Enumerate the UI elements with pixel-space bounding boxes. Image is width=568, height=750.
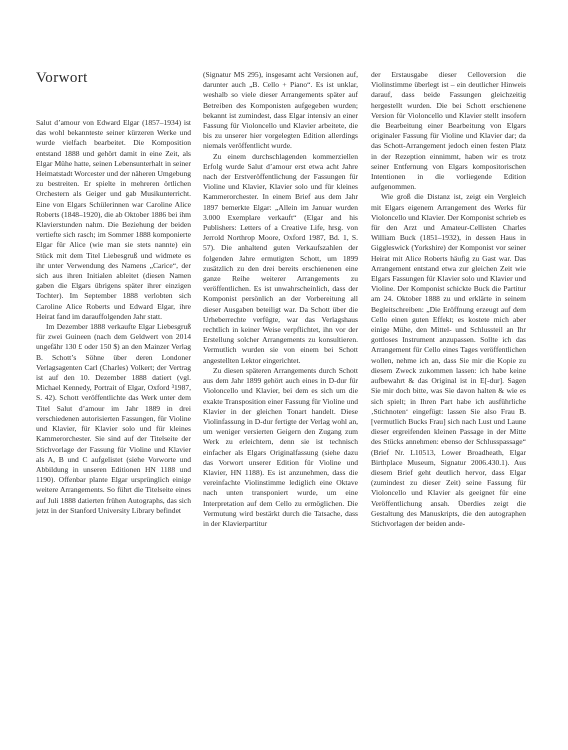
paragraph: der Erstausgabe dieser Celloversion die Violinstimme überlegt ist – ein deutlicher Hinweis darauf, dass beide Fassungen gleichzeitig hergestellt wurden. Die bei Schott erschienene Version für Violoncello und Klavier stellt insofern die Bearbeitung einer Bearbeitung von Elgars originaler Fassung für Violine und Klavier dar; da das Schott-Arrangement jedoch einen festen Platz in der Rezeption einnimmt, haben wir es trotz seiner Entfernung von Elgars kompositorischen Intentionen in die vorliegende Edition aufgenommen.	[371, 70, 526, 192]
text-column-1	[36, 118, 191, 516]
text-column-2	[203, 70, 358, 529]
page-title: Vorwort	[36, 70, 88, 86]
paragraph: Wie groß die Distanz ist, zeigt ein Vergleich mit Elgars eigenem Arrangement des Werks für Violoncello und Klavier. Der Komponist schrieb es für den Arzt und Amateur-Cellisten Charles William Buck (1851–1932), in dessen Haus in Giggleswick (Yorkshire) der Komponist vor seiner Heirat mit Alice Roberts häufig zu Gast war. Das Arrangement entstand etwa zur gleichen Zeit wie Elgars Fassungen für Klavier solo und Klavier und Violine. Der Komponist schickte Buck die Partitur am 24. Oktober 1888 zu und erklärte in seinem Begleitschreiben: „Die Eröffnung erzeugt auf dem Cello einen guten Effekt; es kostete mich aber einige Mühe, den Mittel- und Schlussteil an Ihr gottloses Instrument anzupassen. Sollte ich das Arrangement für Cello eines Tages veröffentlichen wollen, nehme ich an, dass Sie mir die Kopie zu diesem Zweck zukommen lassen: ich habe keine aufbewahrt & das Original ist in E[-dur]. Sagen Sie mir doch bitte, was Sie davon halten & wie es sich spielt; in Ihren Part habe ich ausführliche ‚Stichnoten‘ eingefügt: lassen Sie also Frau B. [vermutlich Bucks Frau] sich nach Lust und Laune dieser ergreifenden kleinen Passage in der Mitte des Stücks annehmen: ebenso der Schlusspassage“ (Brief Nr. L10513, Lower Broadheath, Elgar Birthplace Museum, Signatur 2006.430.1). Aus diesem Brief geht deutlich hervor, dass Elgar (zumindest zu dieser Zeit) seine Fassung für Violoncello und Klavier als geeignet für eine Veröffentlichung ansah. Überdies zeigt die Gestaltung des Manuskripts, die den autographen Stichvorlagen der beiden ande-	[371, 192, 526, 528]
paragraph: Im Dezember 1888 verkaufte Elgar Liebesgruß für zwei Guineen (nach dem Geldwert von 2014 ungefähr 130 £ oder 150 $) an den Mainzer Verlag B. Schott’s Söhne über deren Londoner Verlagsagenten Carl (Charles) Volkert; der Vertrag ist auf den 10. Dezember 1888 datiert (vgl. Michael Kennedy, Portrait of Elgar, Oxford ³1987, S. 42). Schott veröffentlichte das Werk unter dem Titel Salut d’amour im Jahr 1889 in drei verschiedenen autorisierten Fassungen, für Violine und Klavier, für Klavier solo und für kleines Kammerorchester. Sie sind auf der Titelseite der Stichvorlage der Fassung für Violine und Klavier als A, B und C aufgelistet (siehe Vorworte und Abbildung in unseren Editionen HN 1188 und 1190). Offenbar plante Elgar ursprünglich einige weitere Arrangements. So führt die Titelseite eines auf Juli 1888 datierten frühen Autographs, das sich jetzt in der Stanford University Library befindet	[36, 322, 191, 515]
paragraph: Zu diesen späteren Arrangements durch Schott aus dem Jahr 1899 gehört auch eines in D-dur für Violoncello und Klavier, bei dem es sich um die exakte Transposition einer Fassung für Violine und Klavier in der gleichen Tonart handelt. Diese Violinfassung in D-dur fertigte der Verlag wohl an, um weniger versierten Geigern den Zugang zum Werk zu erleichtern, denn sie ist technisch einfacher als Elgars Originalfassung (siehe dazu das Vorwort unserer Edition für Violine und Klavier, HN 1188). Es ist anzunehmen, dass die vereinfachte Violinstimme lediglich eine Oktave nach unten transponiert wurde, um eine Interpretation auf dem Cello zu ermöglichen. Die Vermutung wird bestärkt durch die Tatsache, dass in der Klavierpartitur	[203, 365, 358, 528]
paragraph: Salut d’amour von Edward Elgar (1857–1934) ist das wohl bekannteste seiner kürzeren Werke und wurde vielfach bearbeitet. Die Komposition entstand 1888 und gehört damit in eine Zeit, als Elgar Mühe hatte, seinen Lebensunterhalt in seiner Heimatstadt Worcester und der näheren Umgebung zu bestreiten. Er spielte in mehreren örtlichen Orchestern als Geiger und gab Musikunterricht. Eine von Elgars Schülerinnen war Caroline Alice Roberts (1848–1920), die ab Oktober 1886 bei ihm Klavierstunden nahm. Die Beziehung der beiden vertiefte sich rasch; im Sommer 1888 komponierte Elgar für Alice (wie man sie stets nannte) ein Stück mit dem Titel Liebesgruß und widmete es ihr unter Verwendung des Namens „Carice“, der sich aus ihren Initialen ableitet (diesen Namen gaben die Elgars übrigens später ihrer einzigen Tochter). Im September 1888 verlobten sich Caroline Alice Roberts und Edward Elgar, ihre Heirat fand im darauffolgenden Jahr statt.	[36, 118, 191, 321]
paragraph: Zu einem durchschlagenden kommerziellen Erfolg wurde Salut d’amour erst etwa acht Jahre nach der Erstveröffentlichung der Fassungen für Violine und Klavier, Klavier solo und für kleines Kammerorchester. In einem Brief aus dem Jahr 1897 bemerkte Elgar: „Allein im Januar wurden 3.000 Exemplare verkauft“ (Elgar and his Publishers: Letters of a Creative Life, hrsg. von Jerrold Northrop Moore, Oxford 1987, Bd. 1, S. 57). Die anhaltend guten Verkaufszahlen der folgenden Jahre ermutigten Schott, um 1899 zusätzlich zu den drei bereits erschienenen eine ganze Reihe weiterer Arrangements zu veröffentlichen. Es ist unwahrscheinlich, dass der Komponist persönlich an der Vorbereitung all dieser Ausgaben beteiligt war. Da Schott über die Urheberrechte verfügte, war das Verlagshaus rechtlich in keiner Weise verpflichtet, ihn vor der Erstellung solcher Arrangements zu konsultieren. Vermutlich wurden sie von einem bei Schott angestellten Lektor eingerichtet.	[203, 151, 358, 365]
text-column-3	[371, 70, 526, 529]
paragraph: (Signatur MS 295), insgesamt acht Versionen auf, darunter auch „B. Cello + Piano“. Es ist unklar, weshalb so viele dieser Arrangements später auf Betreiben des Komponisten aufgegeben wurden; bekannt ist zumindest, dass Elgar intensiv an einer Fassung für Violoncello und Klavier arbeitete, die bis zu unserer hier vorgelegten Edition allerdings niemals veröffentlicht wurde.	[203, 70, 358, 151]
